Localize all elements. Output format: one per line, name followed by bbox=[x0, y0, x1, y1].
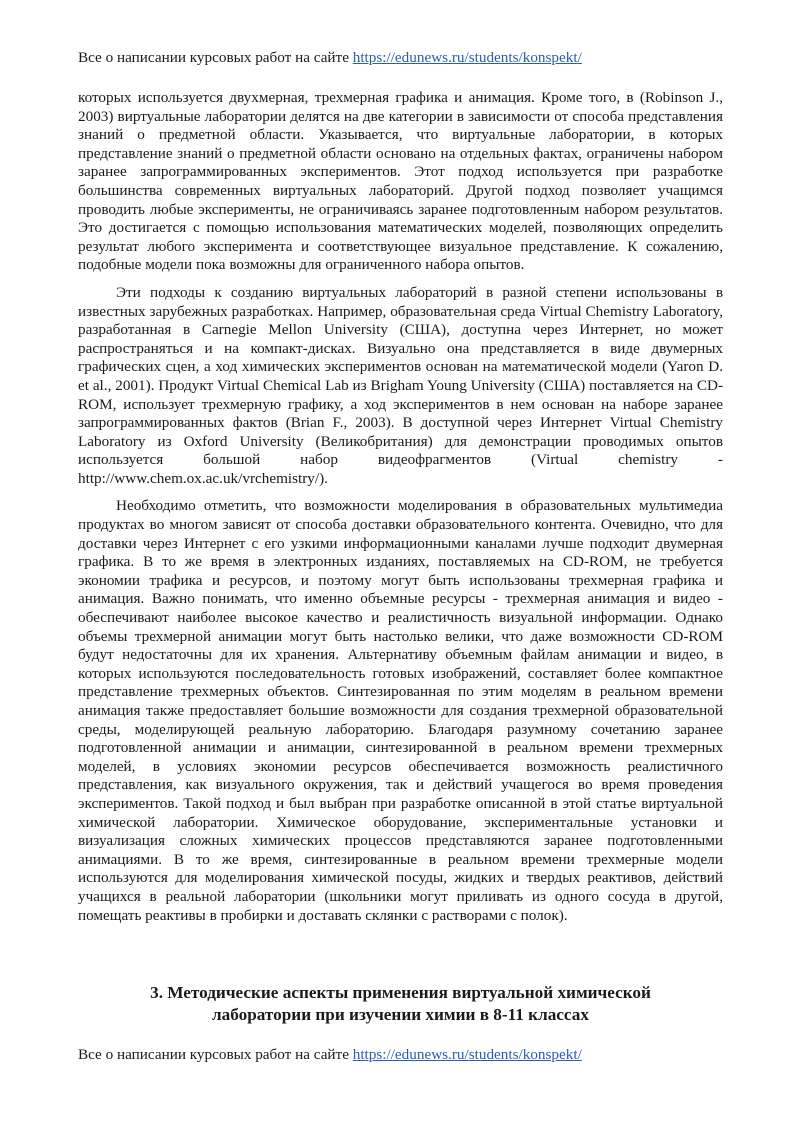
paragraph-3: Необходимо отметить, что возможности моделирования в образовательных мультимедиа продуктах во многом зависят от способа доставки образовательного контента. Очевидно, что для доставки через Интернет с его узкими информационными каналами лучше подходит двумерная графика. В то же время в электронных изданиях, поставляемых на CD-ROM, не требуется экономии трафика и ресурсов, и поэтому могут быть использованы трехмерная графика и анимация. Важно понимать, что именно объемные ресурсы - трехмерная анимация и видео - обеспечивают наиболее высокое качество и реалистичность визуальной информации. Однако объемы трехмерной анимации могут быть настолько велики, что даже возможности CD-ROM будут недостаточны для их хранения. Альтернативу объемным файлам анимации и видео, в которых используются последовательность готовых изображений, составляет более компактное представление трехмерных объектов. Синтезированная по этим моделям в реальном времени анимация также предоставляет большие возможности для создания трехмерной образовательной среды, моделирующей реальную лабораторию. Благодаря разумному сочетанию заранее подготовленной анимации и анимации, синтезированной в реальном времени трехмерных моделей, в условиях экономии ресурсов обеспечивается возможность реалистичного представления, как визуального окружения, так и действий учащегося во время проведения экспериментов. Такой подход и был выбран при разработке описанной в этой статье виртуальной химической лаборатории. Химическое оборудование, экспериментальные установки и визуализация сложных химических процессов представляются заранее подготовленными анимациями. В то же время, синтезированные в реальном времени трехмерные модели используются для моделирования химической посуды, жидких и твердых реактивов, действий учащихся в реальной лаборатории (школьники могут приливать из одного сосуда в другой, помещать реактивы в пробирки и доставать склянки с растворами с полок). bbox=[78, 497, 723, 924]
paragraph-2: Эти подходы к созданию виртуальных лабораторий в разной степени использованы в известных зарубежных разработках. Например, образовательная среда Virtual Chemistry Laboratory, разработанная в Carnegie Mellon University (США), доступна через Интернет, но может распространяться и на компакт-дисках. Визуально она представляется в виде двумерных графических сцен, а ход химических экспериментов основан на математической модели (Yaron D. et al., 2001). Продукт Virtual Chemical Lab из Brigham Young University (США) поставляется на CD-ROM, использует трехмерную графику, а ход экспериментов в нем основан на наборе заранее запрограммированных фактов (Brian F., 2003). В доступной через Интернет Virtual Chemistry Laboratory из Oxford University (Великобритания) для демонстрации проводимых опытов используется большой набор видеофрагментов (Virtual chemistry - http://www.chem.ox.ac.uk/vrchemistry/). bbox=[78, 283, 723, 487]
header-text: Все о написании курсовых работ на сайте bbox=[78, 49, 353, 66]
section-heading bbox=[78, 982, 723, 1025]
page-header bbox=[78, 48, 582, 67]
section-heading-line-2: лаборатории при изучении химии в 8-11 классах bbox=[212, 1004, 589, 1024]
footer-text: Все о написании курсовых работ на сайте bbox=[78, 1046, 353, 1063]
footer-link[interactable]: https://edunews.ru/students/konspekt/ bbox=[352, 1046, 582, 1063]
body-text bbox=[78, 89, 723, 934]
header-link[interactable]: https://edunews.ru/students/konspekt/ bbox=[352, 49, 582, 66]
paragraph-1: которых используется двухмерная, трехмерная графика и анимация. Кроме того, в (Robinson J., 2003) виртуальные лаборатории делятся на две категории в зависимости от способа представления знаний о предметной области. Указывается, что виртуальные лаборатории, в которых представление знаний о предметной области основано на отдельных фактах, ограничены набором заранее запрограммированных экспериментов. Этот подход используется при разработке большинства современных виртуальных лабораторий. Другой подход позволяет учащимся проводить любые эксперименты, не ограничиваясь заранее подготовленным набором результатов. Это достигается с помощью использования математических моделей, позволяющих определить результат любого эксперимента и соответствующее визуальное представление. К сожалению, подобные модели пока возможны для ограниченного набора опытов. bbox=[78, 89, 723, 274]
section-heading-line-1: 3. Методические аспекты применения виртуальной химической bbox=[150, 983, 651, 1002]
page-footer bbox=[78, 1045, 582, 1064]
